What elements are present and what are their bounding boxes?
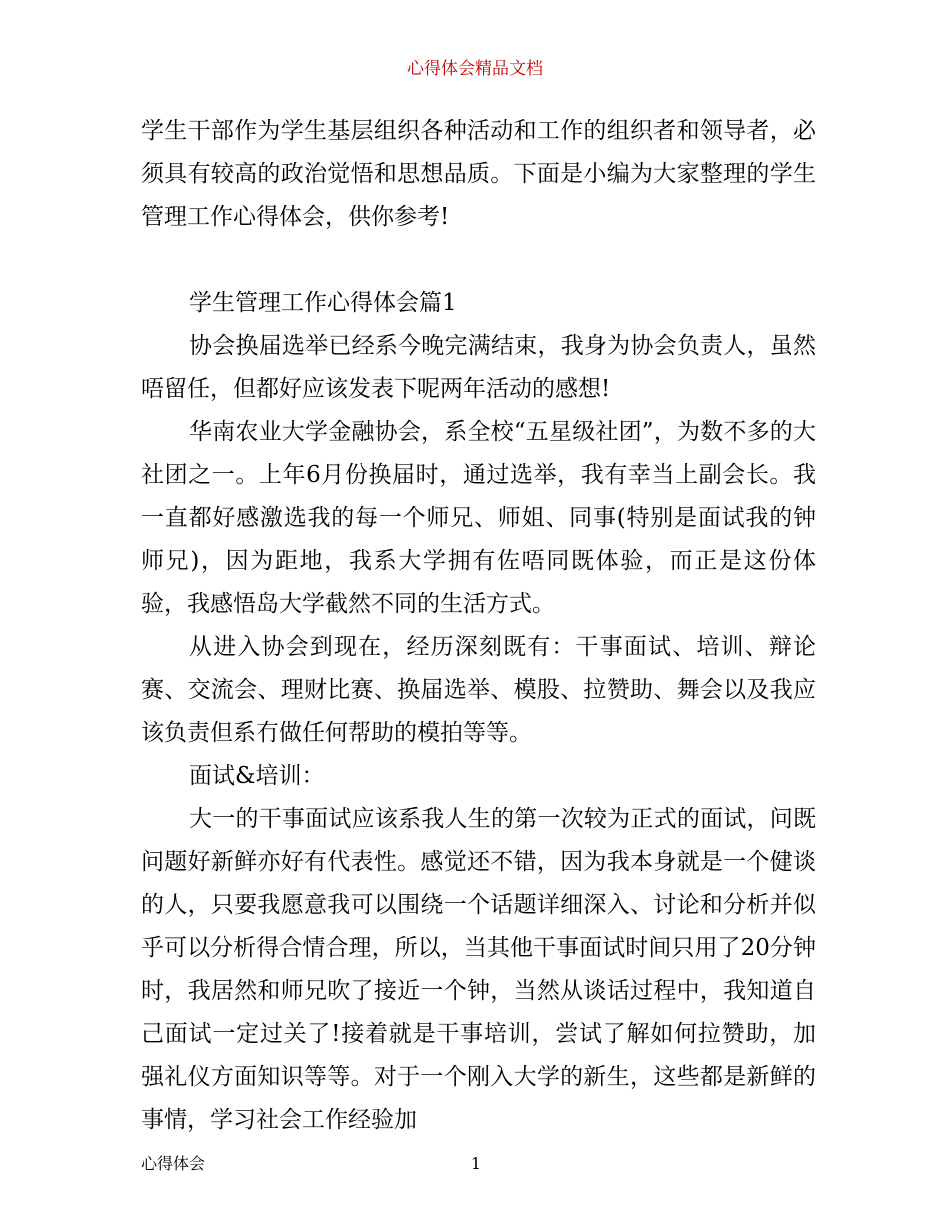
footer-label: 心得体会	[141, 1154, 206, 1173]
section-title: 学生管理工作心得体会篇1	[189, 290, 457, 316]
document-body	[141, 110, 816, 1142]
paragraph-gap	[141, 239, 816, 282]
body-paragraph: 从进入协会到现在，经历深刻既有：干事面试、培训、辩论赛、交流会、理财比赛、换届选举、模股、拉赞助、舞会以及我应该负责但系冇做任何帮助的模拍等等。	[141, 634, 816, 746]
intro-paragraph: 学生干部作为学生基层组织各种活动和工作的组织者和领导者，必须具有较高的政治觉悟和思想品质。下面是小编为大家整理的学生管理工作心得体会，供你参考!	[141, 118, 816, 230]
page-header: 心得体会精品文档	[407, 59, 543, 79]
page-number: 1	[470, 1154, 482, 1173]
body-paragraph: 华南农业大学金融协会，系全校“五星级社团”，为数不多的大社团之一。上年6月份换届时，通过选举，我有幸当上副会长。我一直都好感激选我的每一个师兄、师姐、同事(特别是面试我的钟师兄)，因为距地，我系大学拥有佐唔同既体验，而正是这份体验，我感悟岛大学截然不同的生活方式。	[141, 419, 816, 617]
body-paragraph: 大一的干事面试应该系我人生的第一次较为正式的面试，问既问题好新鲜亦好有代表性。感觉还不错，因为我本身就是一个健谈的人，只要我愿意我可以围绕一个话题详细深入、讨论和分析并似乎可以分析得合情合理，所以，当其他干事面试时间只用了20分钟时，我居然和师兄吹了接近一个钟，当然从谈话过程中，我知道自己面试一定过关了!接着就是干事培训，尝试了解如何拉赞助，加强礼仪方面知识等等。对于一个刚入大学的新生，这些都是新鲜的事情，学习社会工作经验加	[141, 806, 816, 1133]
body-paragraph: 协会换届选举已经系今晚完满结束，我身为协会负责人，虽然唔留任，但都好应该发表下呢两年活动的感想!	[141, 333, 816, 402]
subheading: 面试&培训：	[189, 763, 325, 789]
